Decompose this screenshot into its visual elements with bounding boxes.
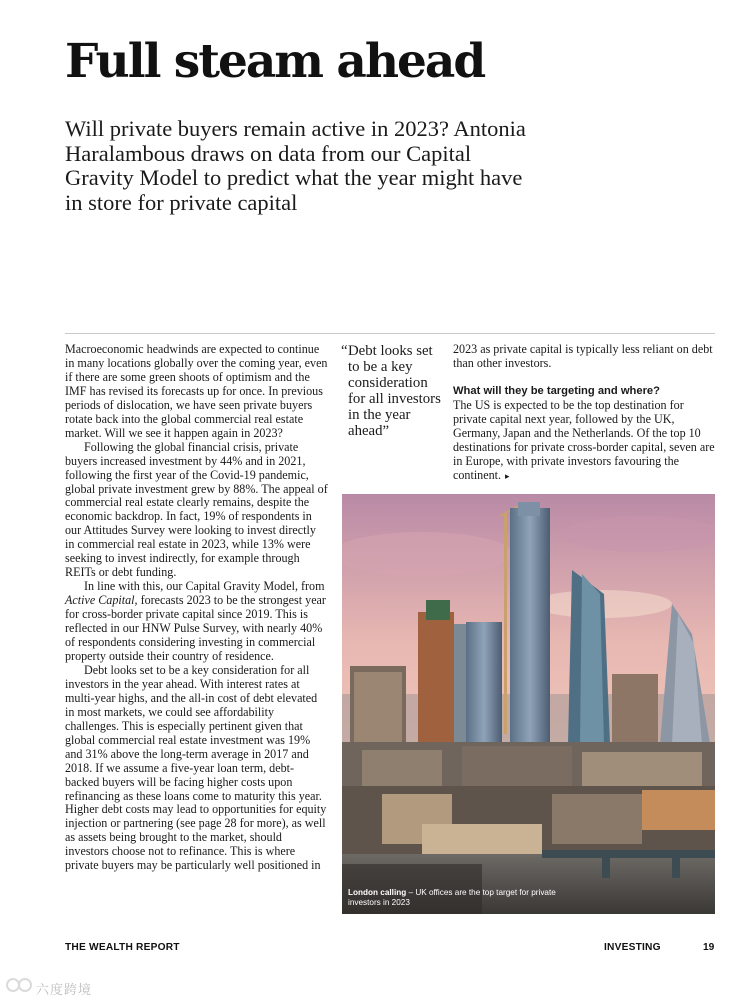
body-paragraph: Following the global financial crisis, private buyers increased investment by 44% and in 2021, following the first year of the Covid-19 pandemic, global private investment grew by 88%. The appeal of commercial real estate clearly remains, despite the economic backdrop. In fact, 19% of respondents in our Attitudes Survey were looking to invest directly in commercial real estate in 2023, while 13% were seeking to invest indirectly, for example through REITs or debt funding.: [65, 439, 328, 580]
skyline-illustration: [342, 494, 715, 914]
body-paragraph: [65, 580, 328, 664]
pull-quote-text: Debt looks set to be a key consideration for all investors in the year ahead”: [348, 343, 441, 440]
article-standfirst: Will private buyers remain active in 2023? Antonia Haralambous draws on data from our Capital Gravity Model to predict what the year might have in store for private capital: [65, 116, 526, 215]
caption-title: London calling: [348, 888, 407, 897]
section-divider: [65, 333, 715, 334]
watermark-text: 六度跨境: [36, 983, 93, 998]
body-text: The US is expected to be the top destination for private capital next year, followed by the UK, Germany, Japan and the Netherlands. Of the top 10 destinations for private cross-border capital, seven are in Europe, with private investors favouring the continent.: [453, 397, 715, 482]
watermark-logo-icon: [6, 976, 34, 998]
body-text: In line with this, our Capital Gravity Model, from: [84, 579, 325, 594]
body-paragraph: Debt looks set to be a key consideration for all investors in the year ahead. With interest rates at multi-year highs, and the all-in cost of debt elevated in most markets, we could see affordability challenges. This is especially pertinent given that global commercial real estate investment was 19% and 31% above the long-term average in 2017 and 2018. If we assume a five-year loan term, debt-backed buyers will be facing higher costs upon refinancing as these loans come to maturity this year. Higher debt costs may lead to opportunities for equity injection or partnering (see page 28 for more), as well as assets being brought to the market, should investors choose not to refinance. This is where private buyers may be particularly well positioned in: [65, 662, 327, 873]
photo-caption: [348, 888, 588, 908]
caption-text: – UK offices are the top target for private investors in 2023: [348, 888, 556, 907]
quote-mark: “: [341, 343, 348, 359]
page-number: 19: [703, 942, 715, 953]
body-paragraph: 2023 as private capital is typically less reliant on debt than other investors.: [453, 342, 713, 370]
body-paragraph: [453, 399, 715, 484]
section-subhead: What will they be targeting and where?: [453, 384, 660, 397]
london-skyline-photo: [342, 494, 715, 914]
pull-quote: [341, 343, 446, 440]
body-text: forecasts 2023 to be the strongest year for cross-border private capital since 2019. This is reflected in our HNW Pulse Survey, with nearly 40% of respondents considering investing in commercial property outside their country of residence.: [65, 593, 326, 663]
publication-reference: Active Capital,: [65, 593, 138, 608]
continue-arrow-icon: ▸: [505, 470, 510, 481]
body-paragraph: Macroeconomic headwinds are expected to continue in many locations globally over the coming year, even if there are some green shoots of optimism and the IMF has revised its forecasts up for once. In previous periods of dislocation, we have seen private buyers rotate back into the global commercial real estate market. Will we see it happen again in 2023?: [65, 342, 328, 440]
footer-section-name: INVESTING: [604, 942, 661, 953]
article-title: Full steam ahead: [65, 34, 485, 89]
body-column-left: [65, 343, 328, 873]
footer-publication: THE WEALTH REPORT: [65, 942, 180, 953]
body-column-right: [453, 343, 715, 484]
